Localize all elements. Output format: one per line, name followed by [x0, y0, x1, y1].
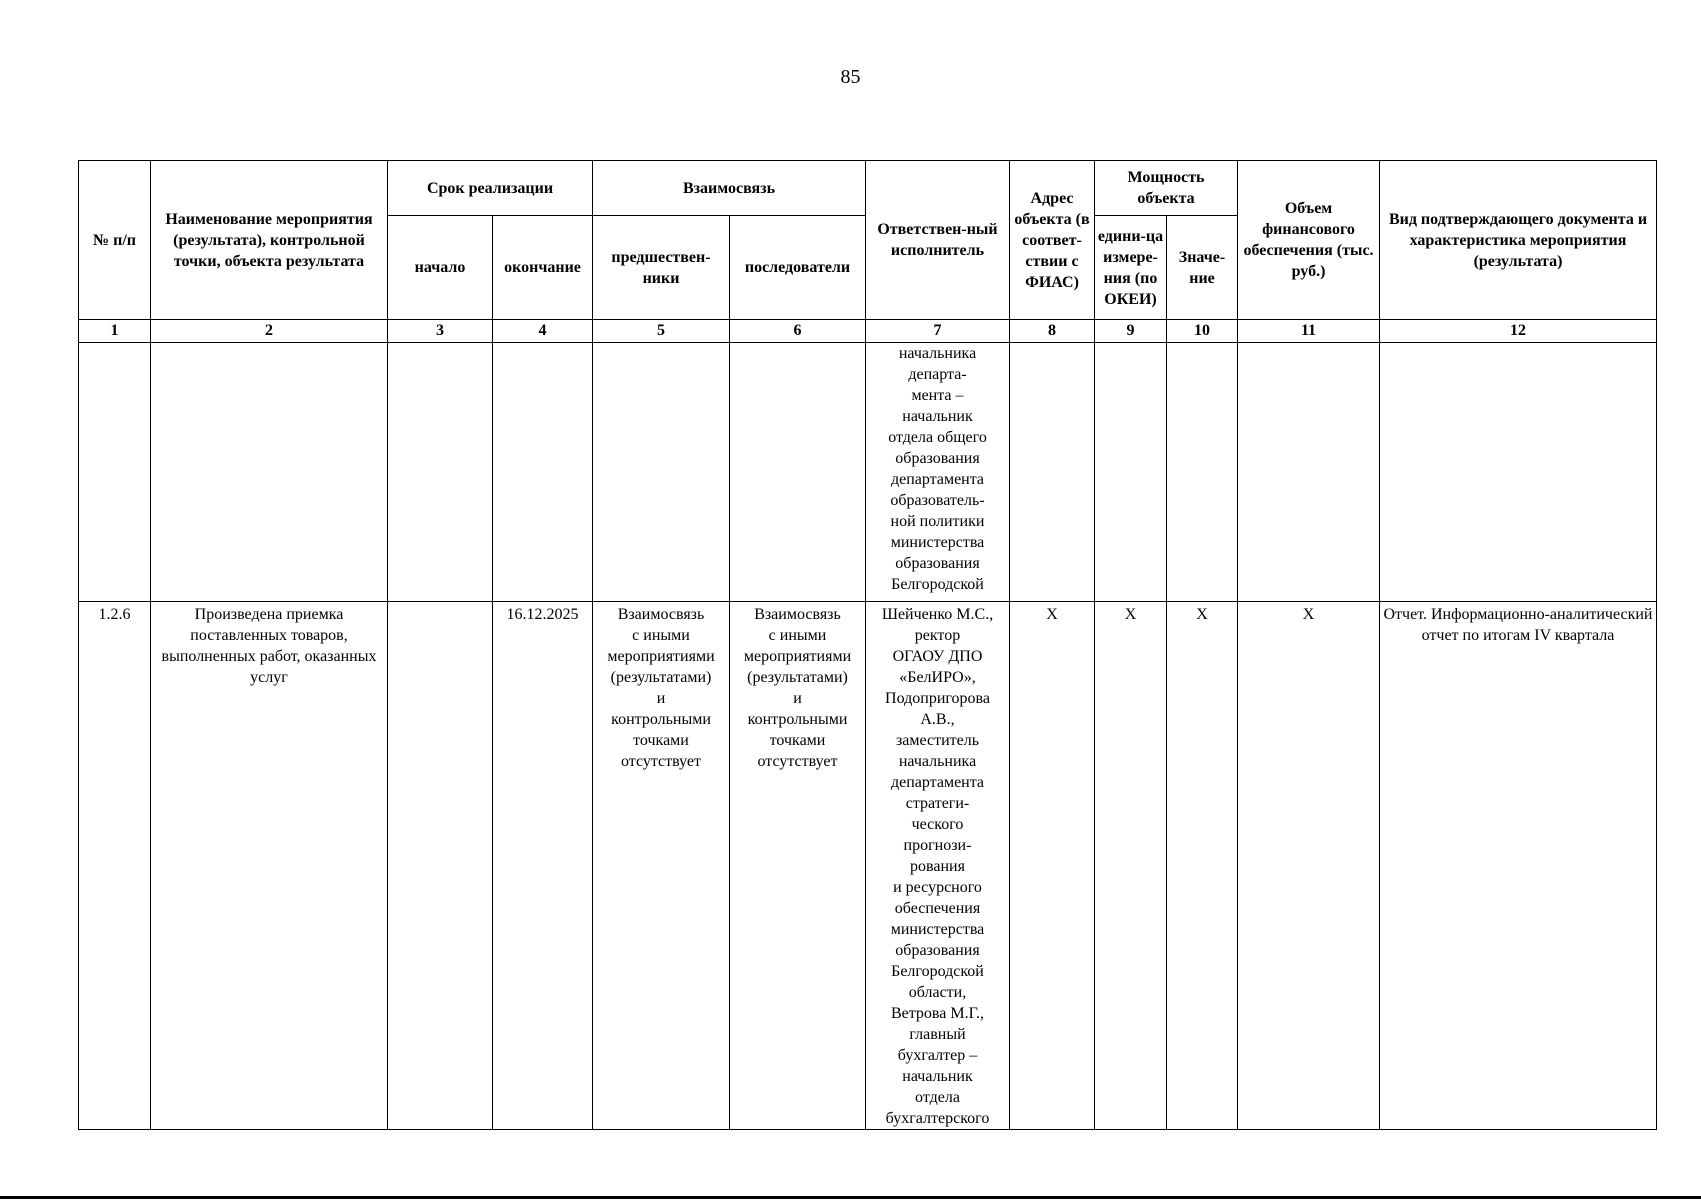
column-number: 12	[1380, 320, 1657, 343]
cell-name	[151, 602, 388, 1130]
cell-predecessors	[593, 602, 730, 1130]
header-predecessors: предшествен-ники	[593, 216, 730, 320]
cell-successors	[730, 343, 866, 602]
column-number: 8	[1010, 320, 1095, 343]
header-start: начало	[388, 216, 493, 320]
predecessors-text: Взаимосвязь с иными мероприятиями (результатами) и контрольными точками отсутствует	[607, 606, 715, 770]
column-number: 4	[493, 320, 593, 343]
cell-value	[1167, 602, 1238, 1130]
cell-successors	[730, 602, 866, 1130]
header-power-group: Мощность объекта	[1095, 161, 1238, 216]
column-number: 7	[866, 320, 1010, 343]
header-value: Значе-ние	[1167, 216, 1238, 320]
cell-end	[493, 343, 593, 602]
cell-responsible	[866, 602, 1010, 1130]
table-row-1-2-6	[79, 602, 1657, 1130]
header-end: окончание	[493, 216, 593, 320]
address-text: Х	[1046, 606, 1058, 623]
column-numbers-row	[79, 320, 1657, 343]
cell-responsible	[866, 343, 1010, 602]
activities-table	[78, 160, 1657, 1130]
cell-value	[1167, 343, 1238, 602]
table-row-continuation	[79, 343, 1657, 602]
cell-address	[1010, 343, 1095, 602]
cell-financing	[1238, 602, 1380, 1130]
column-number: 3	[388, 320, 493, 343]
end-date-text: 16.12.2025	[506, 606, 579, 623]
cell-address	[1010, 602, 1095, 1130]
cell-document	[1380, 602, 1657, 1130]
cell-financing	[1238, 343, 1380, 602]
responsible-text: начальника департа- мента – начальник отдела общего образования департамента образователь- ной политики министерства образования Белгородской	[888, 345, 987, 593]
cell-unit	[1095, 343, 1167, 602]
column-number: 1	[79, 320, 151, 343]
num-text: 1.2.6	[98, 606, 131, 623]
cell-predecessors	[593, 343, 730, 602]
header-successors: последователи	[730, 216, 866, 320]
header-num: № п/п	[79, 161, 151, 320]
cell-end	[493, 602, 593, 1130]
name-text: Произведена приемка поставленных товаров, выполненных работ, оказанных услуг	[161, 606, 377, 686]
column-number: 6	[730, 320, 866, 343]
cell-num	[79, 343, 151, 602]
header-link-group: Взаимосвязь	[593, 161, 866, 216]
column-number: 9	[1095, 320, 1167, 343]
header-name: Наименование мероприятия (результата), контрольной точки, объекта результата	[151, 161, 388, 320]
column-number: 5	[593, 320, 730, 343]
value-text: Х	[1196, 606, 1208, 623]
cell-name	[151, 343, 388, 602]
financing-text: Х	[1302, 606, 1315, 623]
header-address: Адрес объекта (в соответ-ствии с ФИАС)	[1010, 161, 1095, 320]
cell-start	[388, 602, 493, 1130]
unit-text: Х	[1124, 606, 1137, 623]
document-text: Отчет. Информационно-аналитический отчет по итогам IV квартала	[1383, 606, 1653, 644]
header-row-1	[79, 161, 1657, 216]
header-responsible: Ответствен-ный исполнитель	[866, 161, 1010, 320]
scan-edge-line	[0, 1196, 1701, 1199]
column-number: 2	[151, 320, 388, 343]
column-number: 11	[1238, 320, 1380, 343]
page-number: 85	[840, 66, 861, 88]
cell-num	[79, 602, 151, 1130]
cell-start	[388, 343, 493, 602]
column-number: 10	[1167, 320, 1238, 343]
header-term-group: Срок реализации	[388, 161, 593, 216]
header-document: Вид подтверждающего документа и характеристика мероприятия (результата)	[1380, 161, 1657, 320]
header-unit: едини-ца измере-ния (по ОКЕИ)	[1095, 216, 1167, 320]
cell-unit	[1095, 602, 1167, 1130]
header-financing: Объем финансового обеспечения (тыс. руб.)	[1238, 161, 1380, 320]
successors-text: Взаимосвязь с иными мероприятиями (результатами) и контрольными точками отсутствует	[743, 606, 852, 770]
cell-document	[1380, 343, 1657, 602]
responsible-text: Шейченко М.С., ректор ОГАОУ ДПО «БелИРО», Подопригорова А.В., заместитель начальника департамента стратеги- ческого прогнози- рования и ресурсного обеспечения министерства образования Белгородской области, Ветрова М.Г., главный бухгалтер – начальник отдела бухгалтерского	[881, 606, 994, 1127]
